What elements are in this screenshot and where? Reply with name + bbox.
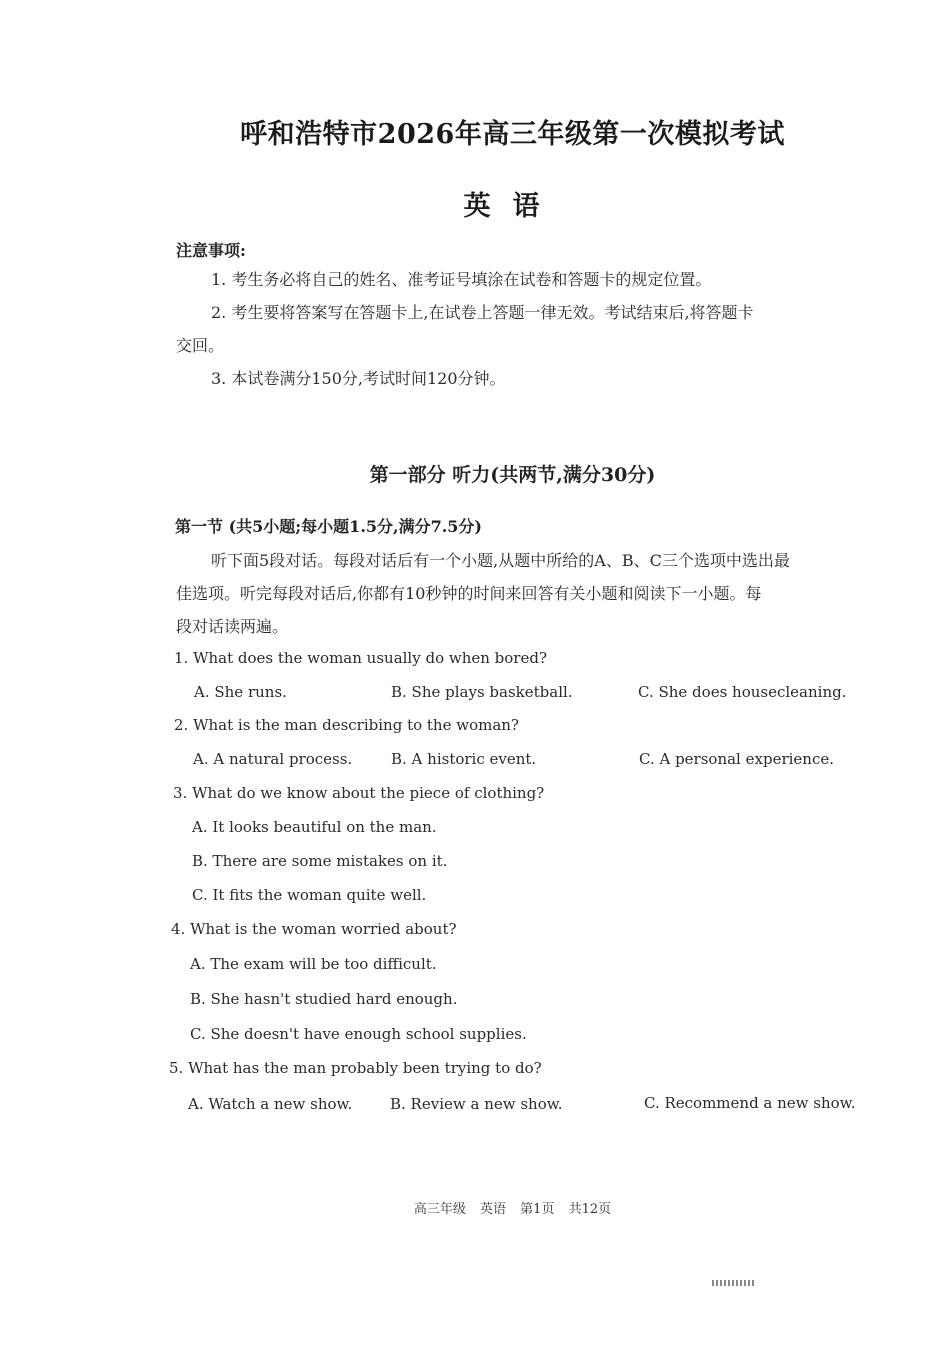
part-one-heading: 第一部分 听力(共两节,满分30分) [369,464,656,486]
question-2-option-c: C. A personal experience. [639,750,834,768]
question-1-option-b: B. She plays basketball. [391,683,573,701]
question-4-option-b: B. She hasn't studied hard enough. [190,990,458,1008]
section-one-heading: 第一节 (共5小题;每小题1.5分,满分7.5分) [175,517,482,536]
question-5-option-c: C. Recommend a new show. [644,1094,856,1112]
question-4-option-a: A. The exam will be too difficult. [190,955,437,973]
question-4-stem: 4. What is the woman worried about? [171,920,457,938]
footer-page-number: 第1页 [520,1202,555,1217]
question-5-option-a: A. Watch a new show. [188,1095,353,1113]
footer-subject: 英语 [480,1202,507,1217]
section-instructions-line-1: 听下面5段对话。每段对话后有一个小题,从题中所给的A、B、C三个选项中选出最 [211,551,790,570]
question-3-option-c: C. It fits the woman quite well. [192,886,427,904]
question-2-option-a: A. A natural process. [193,750,353,768]
question-2-stem: 2. What is the man describing to the woman? [174,716,519,734]
notice-heading: 注意事项: [176,241,246,260]
scan-mark-decoration [712,1280,756,1286]
question-5-stem: 5. What has the man probably been trying to do? [169,1059,542,1077]
question-3-stem: 3. What do we know about the piece of clothing? [173,784,545,802]
question-4-option-c: C. She doesn't have enough school supplies. [190,1025,527,1043]
notice-item-2-continued: 交回。 [176,336,225,355]
question-1-stem: 1. What does the woman usually do when bored? [174,649,548,667]
question-1-option-c: C. She does housecleaning. [638,683,847,701]
footer-grade: 高三年级 [413,1202,466,1217]
exam-title: 呼和浩特市2026年高三年级第一次模拟考试 [240,119,785,150]
subject-title: 英语 [463,191,562,222]
section-instructions-line-3: 段对话读两遍。 [176,617,289,636]
page-footer [0,1198,950,1217]
question-1-option-a: A. She runs. [194,683,287,701]
question-3-option-a: A. It looks beautiful on the man. [192,818,437,836]
notice-item-3: 3. 本试卷满分150分,考试时间120分钟。 [211,369,506,388]
notice-item-1: 1. 考生务必将自己的姓名、准考证号填涂在试卷和答题卡的规定位置。 [211,270,712,289]
section-instructions-line-2: 佳选项。听完每段对话后,你都有10秒钟的时间来回答有关小题和阅读下一小题。每 [176,584,762,603]
footer-total-pages: 共12页 [568,1202,612,1217]
notice-item-2: 2. 考生要将答案写在答题卡上,在试卷上答题一律无效。考试结束后,将答题卡 [211,303,754,322]
question-5-option-b: B. Review a new show. [390,1095,563,1113]
question-2-option-b: B. A historic event. [391,750,537,768]
question-3-option-b: B. There are some mistakes on it. [192,852,448,870]
